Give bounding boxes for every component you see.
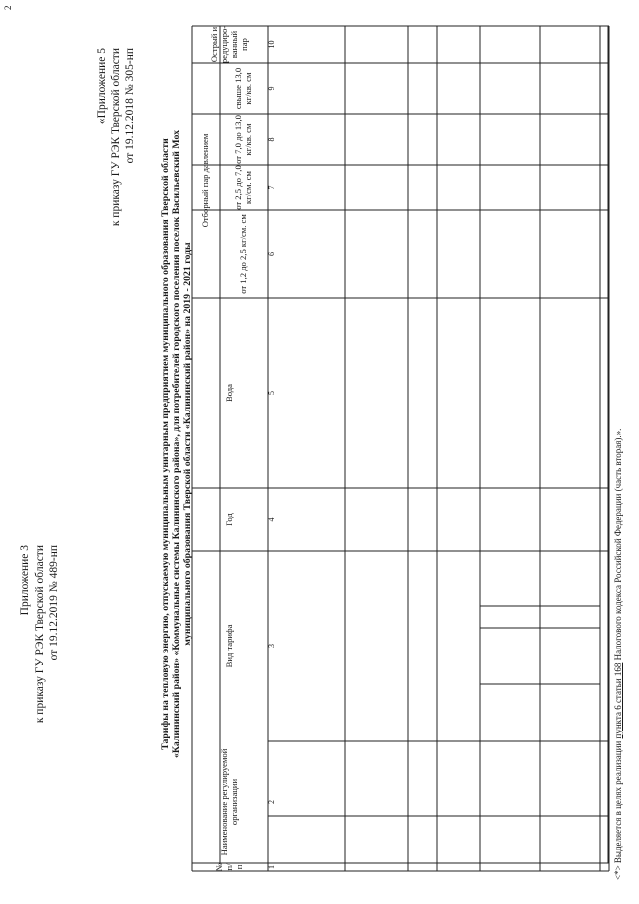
column-number: 6 xyxy=(267,252,277,256)
footnote-link[interactable]: пункта 6 статьи 168 xyxy=(613,662,623,739)
title-line2: «Калининский район» «Коммунальные системы Калининского района», для потребителей городского поселения поселок Васильевский Мох xyxy=(171,129,183,759)
column-number: 10 xyxy=(267,40,277,49)
page-marker: 2 xyxy=(3,5,13,10)
title-line3: муниципального образования Тверской области «Калининский район» на 2019 - 2021 годы xyxy=(182,242,194,646)
header-water: Вода xyxy=(224,384,235,402)
appendix-current-line1: Приложение 3 xyxy=(19,545,31,616)
column-number: 3 xyxy=(267,644,277,648)
column-number: 9 xyxy=(267,86,277,91)
header-steam-group: Отборный пар давлением xyxy=(200,133,211,228)
appendix-current-line3: от 19.12.2019 № 489-нп xyxy=(48,545,60,661)
footnote xyxy=(614,429,624,880)
header-num: № п/п xyxy=(214,862,244,872)
column-number: 8 xyxy=(267,137,277,142)
appendix-current-line2: к приказу ГУ РЭК Тверской области xyxy=(33,545,46,724)
header-steam-1: от 1,2 до 2,5 кг/см. см xyxy=(238,214,249,294)
header-steam-3: от 7,0 до 13,0 кг/кв. см xyxy=(233,115,253,164)
header-sharp-steam: Острый и редуциро-ванный пар xyxy=(209,25,249,64)
header-org: Наименование регулируемой организации xyxy=(219,748,239,856)
header-steam-4: свыше 13,0 кг/кв. см xyxy=(233,67,253,110)
column-number: 7 xyxy=(267,185,277,190)
appendix-prior-line2: к приказу ГУ РЭК Тверской области xyxy=(110,48,122,227)
column-number: 2 xyxy=(267,800,277,804)
footnote-suffix: Налогового кодекса Российской Федерации (часть вторая).». xyxy=(613,428,623,663)
appendix-prior-line3: от 19.12.2018 № 305-нп xyxy=(124,48,136,164)
header-tariff-type: Вид тарифа xyxy=(224,624,235,668)
column-number: 5 xyxy=(267,391,277,395)
header-year: Год xyxy=(224,513,235,526)
footnote-prefix: <*> Выделяется в целях реализации xyxy=(613,738,623,880)
appendix-prior-line1: «Приложение 5 xyxy=(96,48,108,125)
column-number: 1 xyxy=(267,865,277,869)
column-number: 4 xyxy=(267,517,277,522)
header-steam-2: от 2,5 до 7,0 кг/см. см xyxy=(233,165,253,210)
title-line1: Тарифы на тепловую энергию, отпускаемую муниципальным унитарным предприятием муниципального образования Тверской области xyxy=(160,138,171,750)
